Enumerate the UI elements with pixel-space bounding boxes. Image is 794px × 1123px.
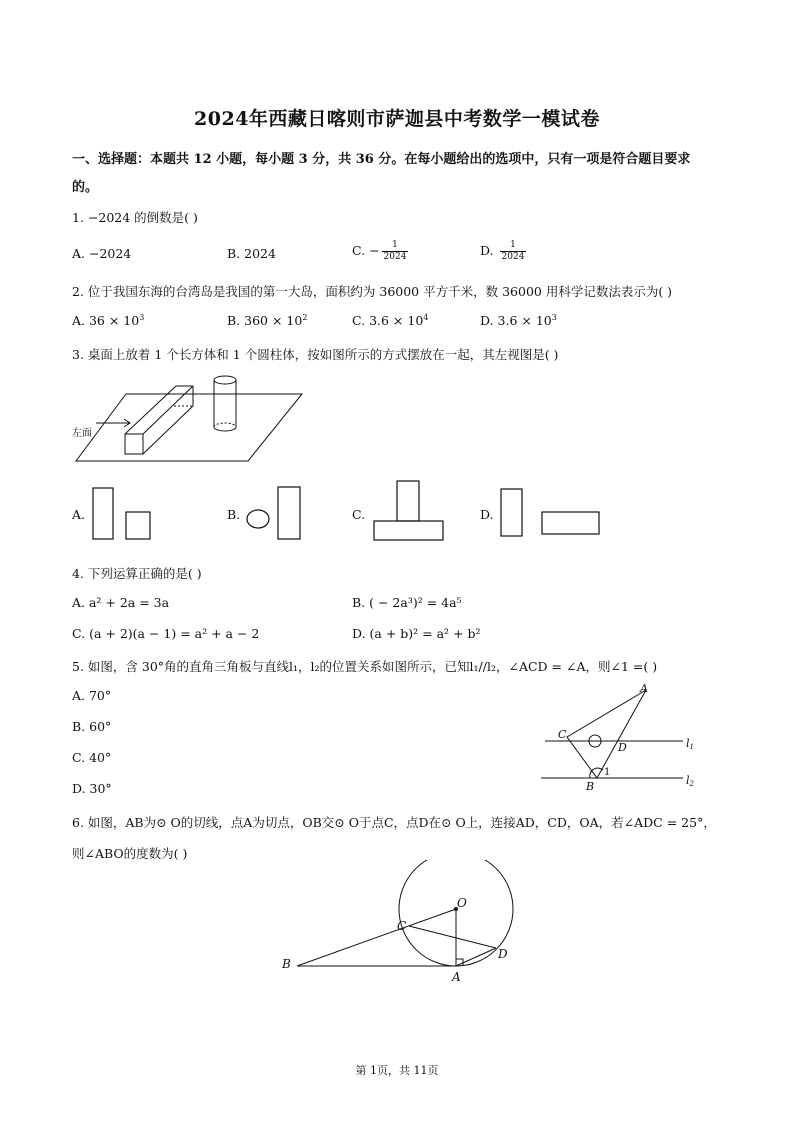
q5-option-b: B. 60° [72, 719, 112, 734]
q1-c-denominator: 2024 [383, 252, 407, 262]
q3-arrow [96, 419, 130, 427]
q3-option-b-label: B. [227, 507, 241, 522]
q5-triangle [567, 690, 646, 778]
q6-segment-AD [456, 948, 496, 966]
q3-option-c-label: C. [352, 507, 366, 522]
q6-label-C: C [397, 919, 407, 933]
q3-3d-figure [66, 368, 311, 470]
section-heading-line1: 一、选择题：本题共 12 小题，每小题 3 分，共 36 分。在每小题给出的选项中，只有一项是符合题目要求 [72, 152, 691, 167]
q5-option-d: D. 30° [72, 781, 112, 796]
q4-option-b: B. ( − 2a³)² = 4a⁵ [352, 595, 462, 610]
q2-d-base: D. 3.6 × 10 [480, 313, 552, 329]
q5-figure [536, 680, 708, 794]
q3-option-a-label: A. [72, 507, 86, 522]
q6-label-B: B [282, 957, 291, 971]
q1-option-d-prefix: D. [480, 243, 498, 258]
q1-c-numerator: 1 [382, 240, 409, 252]
q2-option-c [352, 313, 428, 328]
q2-b-exponent: 2 [302, 313, 308, 322]
q6-label-A: A [452, 970, 461, 984]
q1-d-numerator: 1 [500, 240, 527, 252]
q2-option-b [227, 313, 307, 328]
q1-d-denominator: 2024 [501, 252, 525, 262]
q5-label-l2: l2 [686, 774, 694, 788]
q5-label-angle-1: 1 [604, 767, 611, 778]
q3-cylinder [214, 376, 236, 431]
q6-line-OB [297, 909, 456, 966]
q3-option-a-figure [88, 484, 158, 544]
q1-option-c-fraction [382, 240, 409, 263]
q4-option-c: C. (a + 2)(a − 1) = a² + a − 2 [72, 626, 260, 641]
q1-option-c [352, 240, 408, 263]
q2-option-d [480, 313, 557, 328]
q4-option-d: D. (a + b)² = a² + b² [352, 626, 481, 641]
q3-option-d-figure [496, 484, 606, 544]
q2-a-exponent: 3 [139, 313, 145, 322]
question-1-stem: 1. −2024 的倒数是( ) [72, 210, 198, 225]
q1-option-b: B. 2024 [227, 246, 276, 261]
question-6-line2: 则∠ABO的度数为( ) [72, 846, 188, 861]
question-6-line1: 6. 如图，AB为⊙ O的切线，点A为切点，OB交⊙ O于点C，点D在⊙ O上，连接AD，CD，OA，若∠ADC = 25°， [72, 815, 716, 830]
q5-label-l1: l1 [686, 737, 694, 751]
q3-table-surface [76, 394, 302, 461]
question-5-stem: 5. 如图，含 30°角的直角三角板与直线l₁，l₂的位置关系如图所示，已知l₁//l₂，∠ACD = ∠A，则∠1 =( ) [72, 659, 658, 674]
q2-c-exponent: 4 [423, 313, 429, 322]
q2-c-base: C. 3.6 × 10 [352, 313, 424, 329]
question-4-stem: 4. 下列运算正确的是( ) [72, 566, 202, 581]
q1-option-d [480, 240, 526, 263]
q5-option-a: A. 70° [72, 688, 112, 703]
section-heading-line2: 的。 [72, 180, 99, 195]
q2-d-exponent: 3 [551, 313, 557, 322]
q5-label-C: C [558, 728, 567, 741]
q1-option-c-prefix: C. − [352, 243, 380, 258]
page-title: 2024年西藏日喀则市萨迦县中考数学一模试卷 [194, 108, 600, 130]
q5-label-A: A [640, 682, 648, 695]
q5-option-c: C. 40° [72, 750, 112, 765]
q2-a-base: A. 36 × 10 [72, 313, 140, 329]
question-3-stem: 3. 桌面上放着 1 个长方体和 1 个圆柱体，按如图所示的方式摆放在一起，其左视图是( ) [72, 347, 559, 362]
q1-option-d-fraction [500, 240, 527, 263]
q6-label-D: D [498, 947, 508, 961]
q3-cuboid [125, 386, 193, 454]
q1-option-a: A. −2024 [72, 246, 132, 261]
page-footer: 第 1页，共 11页 [355, 1064, 439, 1077]
q2-option-a [72, 313, 144, 328]
q5-label-B: B [586, 780, 595, 793]
q3-option-c-figure [368, 478, 450, 544]
q3-option-d-label: D. [480, 507, 494, 522]
question-2-stem: 2. 位于我国东海的台湾岛是我国的第一大岛，面积约为 36000 平方千米，数 36000 用科学记数法表示为( ) [72, 284, 673, 299]
q2-b-base: B. 360 × 10 [227, 313, 303, 329]
q5-label-D: D [618, 741, 627, 754]
q3-left-side-label: 左面 [72, 428, 92, 439]
q6-segment-CD [409, 926, 496, 948]
q3-option-b-figure [242, 484, 312, 544]
q4-option-a: A. a² + 2a = 3a [72, 595, 170, 610]
q6-label-O: O [457, 896, 467, 910]
q6-figure [276, 860, 526, 985]
